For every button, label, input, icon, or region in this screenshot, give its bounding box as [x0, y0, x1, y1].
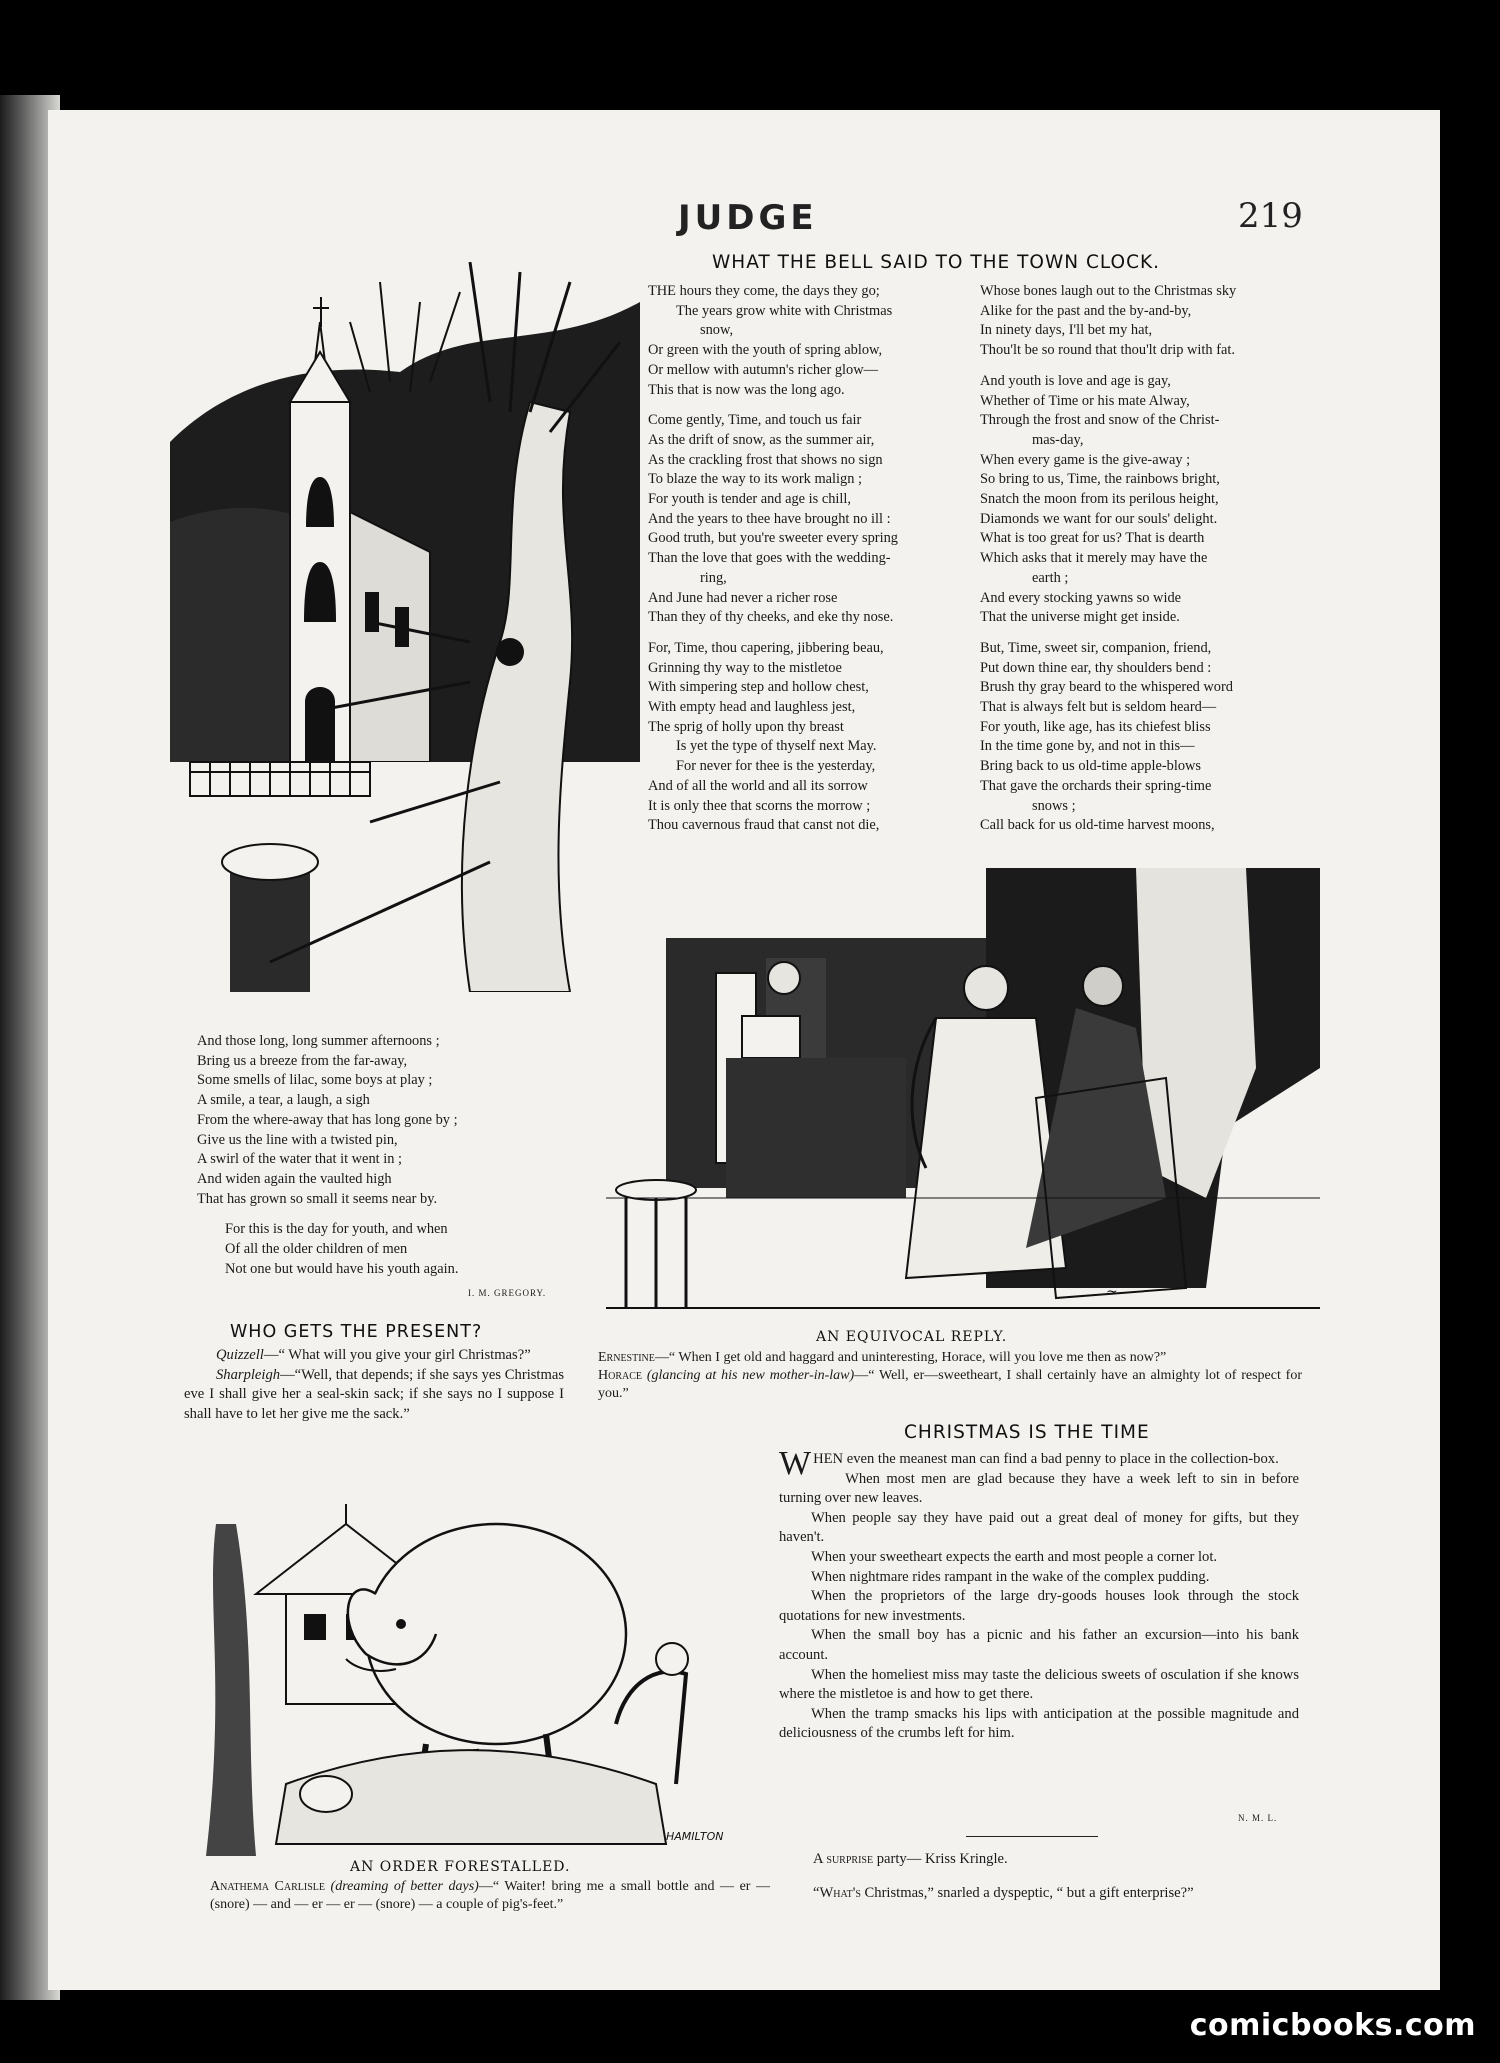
poem-line: With simpering step and hollow chest, — [648, 679, 869, 696]
poem-line — [648, 628, 966, 639]
cartoon1-speaker-1: Ernestine — [598, 1350, 655, 1365]
poem-line: Or green with the youth of spring ablow, — [648, 342, 883, 359]
poem-line: snows ; — [1032, 797, 1076, 814]
poem-line: For youth is tender and age is chill, — [648, 491, 852, 508]
article-body — [779, 1445, 1299, 1744]
joke-speaker-2: Sharpleigh — [216, 1366, 281, 1383]
poem-line: But, Time, sweet sir, companion, friend, — [980, 639, 1212, 656]
poem-line: Come gently, Time, and touch us fair — [648, 412, 862, 429]
poem-line: When every game is the give-away ; — [980, 451, 1191, 468]
poem-line: Put down thine ear, thy shoulders bend : — [980, 659, 1212, 676]
poem-line: A smile, a tear, a laugh, a sigh — [197, 1092, 370, 1109]
poem-line — [980, 628, 1300, 639]
masthead: JUDGE — [678, 198, 818, 238]
article-dropcap: W — [779, 1445, 812, 1482]
poem-line: snow, — [700, 322, 734, 339]
poem-line: That is always felt but is seldom heard— — [980, 699, 1217, 716]
poem-author: I. M. GREGORY. — [468, 1288, 547, 1298]
poem-line: And the years to thee have brought no ill : — [648, 510, 891, 527]
poem-line: With empty head and laughless jest, — [648, 699, 856, 716]
cartoon2-line: —“ Waiter! bring me a small bottle and — er — (snore) — and — er — er — (snore) — a couple of pig's-feet.” — [210, 1879, 770, 1912]
poem-line: Than they of thy cheeks, and eke thy nose. — [648, 609, 894, 626]
joke-text — [184, 1346, 564, 1424]
poem-line: The sprig of holly upon thy breast — [648, 718, 844, 735]
article-paragraph: When most men are glad because they have a week left to sin in before turning over new leaves. — [779, 1470, 1299, 1507]
poem-line: Or mellow with autumn's richer glow— — [648, 361, 879, 378]
article-signature: N. M. L. — [1238, 1813, 1278, 1823]
joke-line-1: —“ What will you give your girl Christmas?” — [263, 1347, 531, 1363]
article-paragraph: When the tramp smacks his lips with anticipation at the possible magnitude and deliciousness of the crumbs left for him. — [779, 1705, 1299, 1742]
poem-line: To blaze the way to its work malign ; — [648, 471, 863, 488]
poem-line: Thou'lt be so round that thou'lt drip with fat. — [980, 342, 1235, 359]
poem-line: And June had never a richer rose — [648, 589, 838, 606]
poem-line — [197, 1209, 557, 1220]
poem-line: The years grow white with Christmas — [676, 302, 893, 319]
cartoon1-aside: (glancing at his new mother-in-law) — [646, 1368, 855, 1383]
poem-line: Some smells of lilac, some boys at play ; — [197, 1072, 433, 1089]
quips — [781, 1850, 1301, 1903]
pig-dream-cartoon — [196, 1484, 758, 1856]
joke-title: WHO GETS THE PRESENT? — [230, 1322, 483, 1342]
poem-column-1 — [648, 282, 966, 836]
parlor-scene-illustration — [606, 868, 1320, 1318]
poem-line: It is only thee that scorns the morrow ; — [648, 797, 871, 814]
poem-line: From the where-away that has long gone by ; — [197, 1111, 458, 1128]
cartoon1-speaker-2: Horace — [598, 1368, 643, 1383]
poem-line: Grinning thy way to the mistletoe — [648, 659, 842, 676]
quip-1-lead: A surprise — [813, 1851, 874, 1867]
article-paragraph: When your sweetheart expects the earth and most people a corner lot. — [811, 1548, 1218, 1565]
poem-line — [980, 361, 1300, 372]
poem-line: And widen again the vaulted high — [197, 1170, 392, 1187]
poem-line: Not one but would have his youth again. — [225, 1260, 459, 1277]
poem-line: mas-day, — [1032, 431, 1084, 448]
article-paragraph: When the homeliest miss may taste the delicious sweets of osculation if she knows where the mistletoe is and how to get there. — [779, 1666, 1299, 1703]
poem-line: Of all the older children of men — [225, 1241, 408, 1258]
svg-text:~: ~ — [1106, 1284, 1118, 1300]
poem-line: Diamonds we want for our souls' delight. — [980, 510, 1218, 527]
poem-line: Snatch the moon from its perilous height, — [980, 491, 1219, 508]
cartoon2-aside: (dreaming of better days) — [330, 1879, 479, 1894]
poem-line: And those long, long summer afternoons ; — [197, 1033, 440, 1049]
poem-line: Alike for the past and the by-and-by, — [980, 302, 1192, 319]
page-number: 219 — [1238, 196, 1303, 236]
poem-line: That the universe might get inside. — [980, 609, 1180, 626]
cartoon1-caption — [598, 1349, 1302, 1403]
poem-line: Bring us a breeze from the far-away, — [197, 1052, 408, 1069]
joke-speaker-1: Quizzell — [216, 1347, 264, 1363]
article-title: CHRISTMAS IS THE TIME — [904, 1422, 1150, 1443]
poem-line: Thou cavernous fraud that canst not die, — [648, 817, 880, 834]
poem-line: This that is now was the long ago. — [648, 381, 845, 398]
poem-column-2 — [980, 282, 1300, 836]
poem-line: ring, — [700, 569, 727, 586]
poem-line: Bring back to us old-time apple-blows — [980, 758, 1202, 775]
poem-line: Whose bones laugh out to the Christmas sky — [980, 283, 1237, 299]
poem-line: As the crackling frost that shows no sign — [648, 451, 883, 468]
poem-line: That gave the orchards their spring-time — [980, 777, 1212, 794]
poem-line: For youth, like age, has its chiefest bliss — [980, 718, 1211, 735]
quip-2-text: Christmas,” snarled a dyspeptic, “ but a gift enterprise?” — [860, 1884, 1194, 1901]
cartoon2-speaker: Anathema Carlisle — [210, 1879, 325, 1894]
quip-1-text: party— Kriss Kringle. — [873, 1851, 1008, 1867]
poem-line: What is too great for us? That is dearth — [980, 530, 1205, 547]
poem-line: For this is the day for youth, and when — [225, 1221, 448, 1238]
quip-2-lead: “What's — [813, 1884, 861, 1901]
article-paragraph: When the proprietors of the large dry-goods houses look through the stock quotations for new investments. — [779, 1588, 1299, 1624]
poem-line — [648, 400, 966, 411]
joke-line-2: —“Well, that depends; if she says yes Christmas eve I shall give her a seal-skin sack; if she says no I suppose I shall have to let her give me the sack.” — [184, 1366, 564, 1422]
poem-line: So bring to us, Time, the rainbows bright, — [980, 471, 1220, 488]
poem-line: Through the frost and snow of the Christ- — [980, 412, 1220, 429]
site-watermark: comicbooks.com — [1189, 2008, 1476, 2043]
article-paragraph: HEN even the meanest man can find a bad penny to place in the collection-box. — [813, 1451, 1279, 1467]
cartoon2-title: AN ORDER FORESTALLED. — [350, 1859, 571, 1875]
poem-line: A swirl of the water that it went in ; — [197, 1151, 403, 1168]
poem-line: Good truth, but you're sweeter every spring — [648, 530, 898, 547]
poem-column-3 — [197, 1032, 557, 1279]
article-paragraph: When people say they have paid out a great deal of money for gifts, but they haven't. — [779, 1509, 1299, 1546]
poem-line: As the drift of snow, as the summer air, — [648, 431, 875, 448]
church-winter-illustration — [170, 262, 640, 992]
cartoon1-line-1: —“ When I get old and haggard and uninteresting, Horace, will you love me then as now?” — [654, 1350, 1167, 1365]
article-paragraph: When nightmare rides rampant in the wake of the complex pudding. — [811, 1568, 1210, 1585]
poem-line: earth ; — [1032, 569, 1069, 586]
poem-line: In the time gone by, and not in this— — [980, 738, 1195, 755]
poem-title: WHAT THE BELL SAID TO THE TOWN CLOCK. — [712, 252, 1161, 273]
cartoon2-caption — [210, 1878, 770, 1914]
poem-line: For never for thee is the yesterday, — [676, 758, 876, 775]
poem-line: Than the love that goes with the wedding- — [648, 550, 891, 567]
poem-line: For, Time, thou capering, jibbering beau, — [648, 639, 884, 656]
poem-line: Whether of Time or his mate Alway, — [980, 392, 1190, 409]
poem-line: That has grown so small it seems near by. — [197, 1190, 438, 1207]
artist-signature: HAMILTON — [666, 1830, 724, 1843]
poem-line: Brush thy gray beard to the whispered word — [980, 679, 1233, 696]
poem-line: Is yet the type of thyself next May. — [676, 738, 877, 755]
poem-line: And of all the world and all its sorrow — [648, 777, 868, 794]
poem-line: And every stocking yawns so wide — [980, 589, 1182, 606]
article-paragraph: When the small boy has a picnic and his father an excursion—into his bank account. — [779, 1627, 1299, 1663]
cartoon1-title: AN EQUIVOCAL REPLY. — [816, 1329, 1008, 1345]
poem-line: THE hours they come, the days they go; — [648, 283, 880, 299]
cartoon1-line-2: —“ Well, er—sweetheart, I shall certainly have an almighty lot of respect for you.” — [598, 1368, 1303, 1401]
divider-rule — [966, 1836, 1098, 1837]
poem-line: Give us the line with a twisted pin, — [197, 1131, 398, 1148]
poem-line: In ninety days, I'll bet my hat, — [980, 322, 1153, 339]
poem-line: Call back for us old-time harvest moons, — [980, 817, 1215, 834]
poem-line: And youth is love and age is gay, — [980, 372, 1171, 389]
poem-line: Which asks that it merely may have the — [980, 550, 1208, 567]
